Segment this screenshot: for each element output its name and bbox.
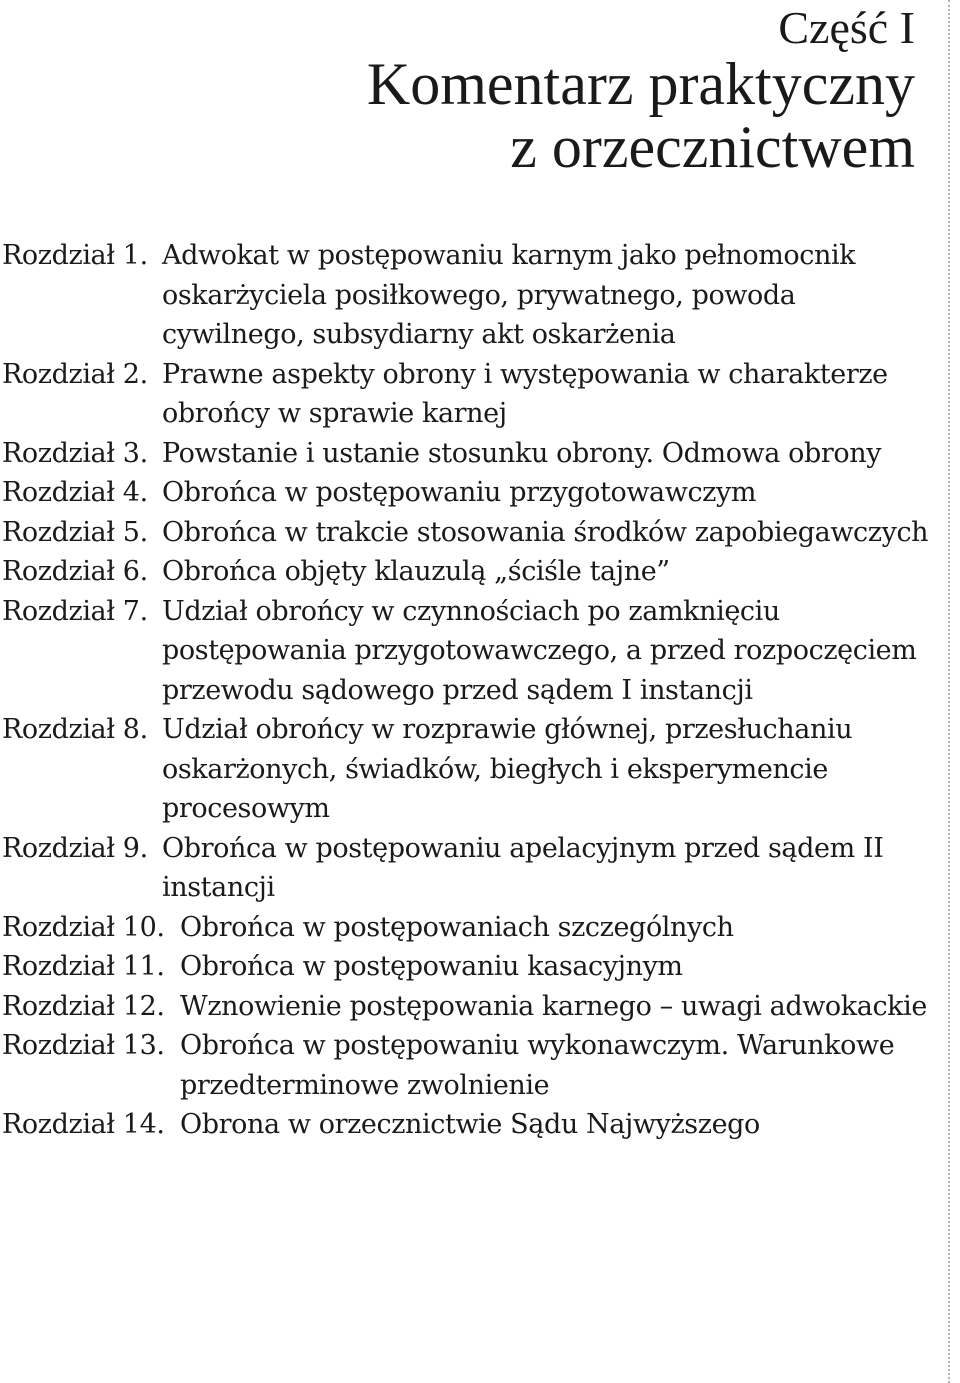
part-title-block	[367, 0, 915, 179]
toc-entry-chapter-3	[2, 434, 932, 474]
chapter-number: Rozdział 7.	[2, 595, 148, 627]
chapter-title: Obrońca w postępowaniach szczególnych	[180, 911, 734, 943]
part-title-line-1: Komentarz praktyczny	[366, 51, 915, 117]
chapter-number: Rozdział 13.	[2, 1030, 165, 1061]
chapter-title: Obrońca w postępowaniu wykonawczym. Warunkowe przedterminowe zwolnienie	[180, 1030, 895, 1101]
toc-entry-chapter-4	[2, 473, 932, 513]
toc-entry-chapter-12	[2, 987, 932, 1027]
chapter-title: Obrona w orzecznictwie Sądu Najwyższego	[180, 1109, 760, 1140]
toc-entry-chapter-6	[2, 552, 932, 592]
toc-entry-chapter-13	[2, 1026, 932, 1105]
chapter-title: Wznowienie postępowania karnego – uwagi adwokackie	[180, 990, 927, 1022]
chapter-title: Obrońca w postępowaniu przygotowawczym	[162, 477, 757, 508]
toc-entry-chapter-11	[2, 947, 932, 987]
chapter-title: Obrońca objęty klauzulą „ściśle tajne”	[162, 556, 670, 587]
toc-entry-chapter-1	[2, 236, 932, 355]
toc-entry-chapter-10	[2, 908, 932, 948]
chapter-number: Rozdział 9.	[2, 832, 148, 864]
page-edge-dotted-line	[948, 0, 950, 1383]
toc-entry-chapter-5	[2, 513, 932, 553]
chapter-title: Obrońca w postępowaniu apelacyjnym przed sądem II instancji	[162, 832, 884, 903]
toc-entry-chapter-8	[2, 710, 932, 829]
chapter-number: Rozdział 2.	[2, 358, 148, 390]
toc-entry-chapter-9	[2, 829, 932, 908]
chapter-title: Prawne aspekty obrony i występowania w charakterze obrońcy w sprawie karnej	[162, 358, 888, 429]
part-label: Część I	[778, 2, 915, 53]
toc-entry-chapter-2	[2, 355, 932, 434]
chapter-title: Obrońca w postępowaniu kasacyjnym	[180, 951, 683, 982]
toc-entry-chapter-7	[2, 592, 932, 711]
chapter-number: Rozdział 1.	[2, 240, 148, 271]
chapter-title: Adwokat w postępowaniu karnym jako pełnomocnik oskarżyciela posiłkowego, prywatnego, powoda cywilnego, subsydiarny akt oskarżenia	[162, 240, 856, 350]
chapter-number: Rozdział 8.	[2, 714, 148, 745]
part-title-line-2: z orzecznictwem	[510, 114, 915, 180]
chapter-title: Udział obrońcy w czynnościach po zamknięciu postępowania przygotowawczego, a przed rozpoczęciem przewodu sądowego przed sądem I instancji	[162, 595, 917, 706]
chapter-number: Rozdział 10.	[2, 911, 165, 943]
chapter-title: Obrońca w trakcie stosowania środków zapobiegawczych	[162, 516, 929, 548]
chapter-number: Rozdział 11.	[2, 951, 165, 982]
toc-entry-chapter-14	[2, 1105, 932, 1145]
chapter-number: Rozdział 3.	[2, 437, 148, 469]
chapter-title: Powstanie i ustanie stosunku obrony. Odmowa obrony	[162, 437, 882, 469]
chapter-title: Udział obrońcy w rozprawie głównej, przesłuchaniu oskarżonych, świadków, biegłych i eksperymencie procesowym	[162, 714, 853, 824]
chapter-number: Rozdział 5.	[2, 516, 148, 548]
chapter-number: Rozdział 14.	[2, 1109, 165, 1140]
chapter-number: Rozdział 12.	[2, 990, 165, 1022]
table-of-contents	[2, 236, 932, 1145]
chapter-number: Rozdział 4.	[2, 477, 148, 508]
chapter-number: Rozdział 6.	[2, 556, 148, 587]
